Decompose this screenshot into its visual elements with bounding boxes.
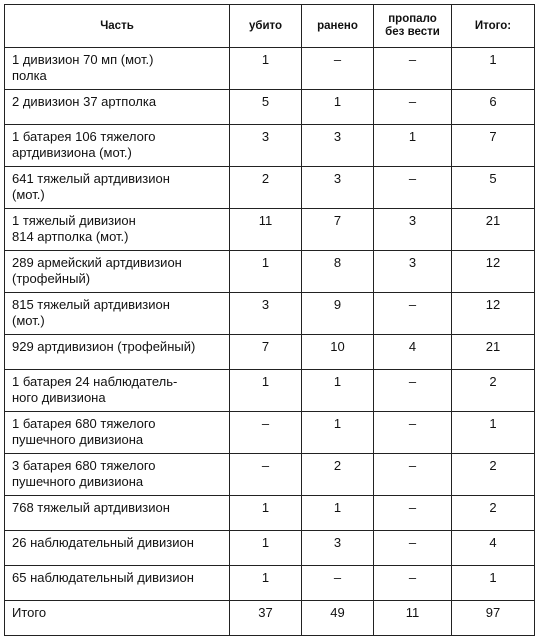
cell-part: 641 тяжелый артдивизион (мот.) <box>5 167 230 209</box>
table-row <box>5 601 535 636</box>
cell-killed: 1 <box>230 251 302 293</box>
cell-total: 12 <box>452 293 535 335</box>
table-row <box>5 90 535 125</box>
cell-missing: – <box>374 370 452 412</box>
cell-total: 4 <box>452 531 535 566</box>
cell-wounded: 1 <box>302 370 374 412</box>
header-wounded: ранено <box>302 5 374 48</box>
cell-missing: 3 <box>374 209 452 251</box>
cell-part: 1 батарея 680 тяжелого пушечного дивизиона <box>5 412 230 454</box>
cell-wounded: 1 <box>302 412 374 454</box>
cell-wounded: 3 <box>302 531 374 566</box>
cell-total: 2 <box>452 454 535 496</box>
header-total: Итого: <box>452 5 535 48</box>
cell-wounded: 49 <box>302 601 374 636</box>
casualty-table <box>4 4 535 636</box>
cell-missing: – <box>374 48 452 90</box>
cell-killed: – <box>230 454 302 496</box>
cell-killed: 1 <box>230 531 302 566</box>
cell-total: 21 <box>452 335 535 370</box>
cell-missing: 3 <box>374 251 452 293</box>
header-killed: убито <box>230 5 302 48</box>
cell-missing: – <box>374 90 452 125</box>
cell-missing: 4 <box>374 335 452 370</box>
cell-missing: – <box>374 454 452 496</box>
table-row <box>5 293 535 335</box>
cell-total: 6 <box>452 90 535 125</box>
table-row <box>5 48 535 90</box>
cell-wounded: 1 <box>302 496 374 531</box>
cell-part: 1 батарея 24 наблюдатель- ного дивизиона <box>5 370 230 412</box>
cell-part: Итого <box>5 601 230 636</box>
cell-missing: 11 <box>374 601 452 636</box>
table-body <box>5 48 535 636</box>
cell-missing: – <box>374 531 452 566</box>
cell-total: 97 <box>452 601 535 636</box>
table-row <box>5 370 535 412</box>
cell-total: 1 <box>452 566 535 601</box>
cell-part: 65 наблюдательный дивизион <box>5 566 230 601</box>
table-row <box>5 496 535 531</box>
table-row <box>5 335 535 370</box>
cell-missing: – <box>374 167 452 209</box>
cell-part: 1 тяжелый дивизион 814 артполка (мот.) <box>5 209 230 251</box>
cell-killed: 7 <box>230 335 302 370</box>
cell-part: 289 армейский артдивизион (трофейный) <box>5 251 230 293</box>
cell-wounded: – <box>302 48 374 90</box>
cell-total: 21 <box>452 209 535 251</box>
cell-total: 1 <box>452 412 535 454</box>
cell-part: 26 наблюдательный дивизион <box>5 531 230 566</box>
cell-missing: – <box>374 293 452 335</box>
cell-killed: 1 <box>230 370 302 412</box>
header-missing: пропало без вести <box>374 5 452 48</box>
table-row <box>5 454 535 496</box>
cell-total: 1 <box>452 48 535 90</box>
cell-missing: – <box>374 496 452 531</box>
cell-killed: – <box>230 412 302 454</box>
cell-killed: 2 <box>230 167 302 209</box>
cell-missing: – <box>374 412 452 454</box>
cell-part: 3 батарея 680 тяжелого пушечного дивизиона <box>5 454 230 496</box>
cell-part: 1 дивизион 70 мп (мот.) полка <box>5 48 230 90</box>
cell-killed: 3 <box>230 125 302 167</box>
cell-part: 1 батарея 106 тяжелого артдивизиона (мот.) <box>5 125 230 167</box>
cell-wounded: 2 <box>302 454 374 496</box>
casualty-table-container <box>4 4 535 636</box>
cell-total: 5 <box>452 167 535 209</box>
cell-total: 7 <box>452 125 535 167</box>
table-row <box>5 209 535 251</box>
cell-part: 768 тяжелый артдивизион <box>5 496 230 531</box>
cell-wounded: 3 <box>302 167 374 209</box>
cell-killed: 5 <box>230 90 302 125</box>
cell-wounded: 1 <box>302 90 374 125</box>
table-row <box>5 531 535 566</box>
cell-killed: 37 <box>230 601 302 636</box>
cell-wounded: 10 <box>302 335 374 370</box>
cell-killed: 3 <box>230 293 302 335</box>
cell-killed: 1 <box>230 496 302 531</box>
cell-part: 2 дивизион 37 артполка <box>5 90 230 125</box>
cell-wounded: 3 <box>302 125 374 167</box>
cell-missing: 1 <box>374 125 452 167</box>
cell-wounded: 8 <box>302 251 374 293</box>
table-row <box>5 125 535 167</box>
cell-wounded: 9 <box>302 293 374 335</box>
cell-missing: – <box>374 566 452 601</box>
cell-killed: 11 <box>230 209 302 251</box>
table-header-row <box>5 5 535 48</box>
cell-part: 929 артдивизион (трофейный) <box>5 335 230 370</box>
table-row <box>5 167 535 209</box>
table-row <box>5 412 535 454</box>
cell-wounded: 7 <box>302 209 374 251</box>
table-row <box>5 566 535 601</box>
cell-killed: 1 <box>230 566 302 601</box>
cell-part: 815 тяжелый артдивизион (мот.) <box>5 293 230 335</box>
cell-total: 2 <box>452 496 535 531</box>
cell-wounded: – <box>302 566 374 601</box>
header-part: Часть <box>5 5 230 48</box>
cell-total: 2 <box>452 370 535 412</box>
cell-total: 12 <box>452 251 535 293</box>
table-row <box>5 251 535 293</box>
cell-killed: 1 <box>230 48 302 90</box>
